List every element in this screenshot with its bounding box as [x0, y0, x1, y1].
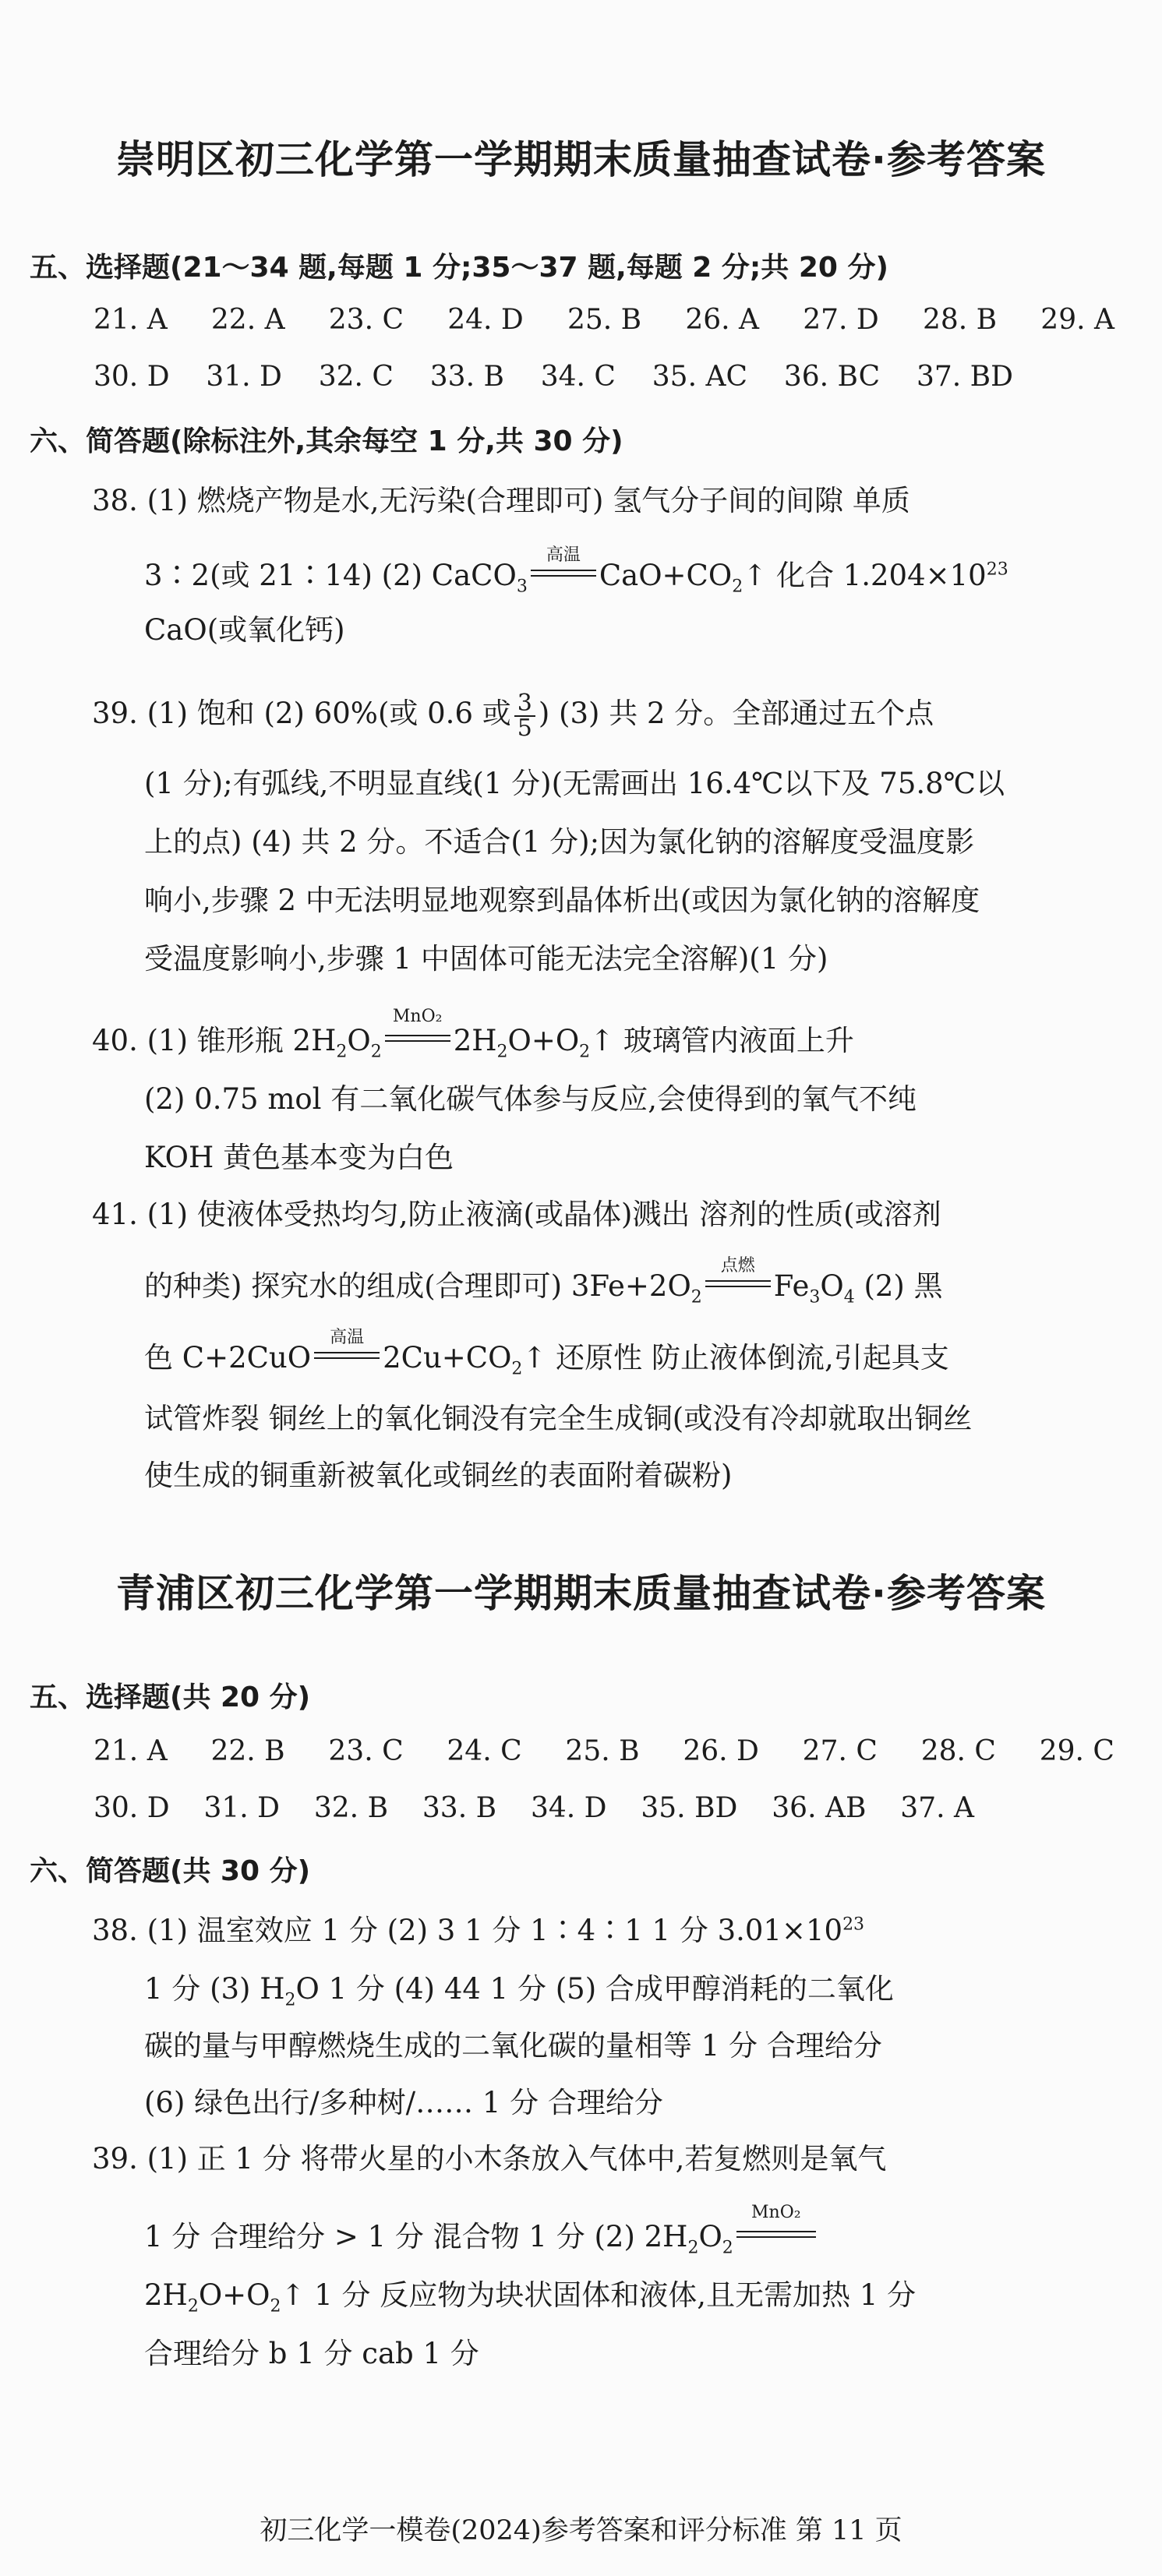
answer-item: 24. D — [447, 304, 524, 336]
answer-item: 34. C — [540, 361, 616, 393]
answer-line: 使生成的铜重新被氧化或铜丝的表面附着碳粉) — [144, 1459, 733, 1492]
answer-item: 35. AC — [652, 361, 748, 393]
answer-line: 合理给分 b 1 分 cab 1 分 — [144, 2337, 479, 2370]
answer-line: 39. (1) 正 1 分 将带火星的小木条放入气体中,若复燃则是氧气 — [92, 2142, 887, 2175]
choice-answers-row — [94, 1735, 1114, 1767]
choice-answers-row — [94, 361, 1013, 393]
answer-line: 响小,步骤 2 中无法明显地观察到晶体析出(或因为氯化钠的溶解度 — [144, 884, 980, 917]
answer-line: 38. (1) 燃烧产物是水,无污染(合理即可) 氢气分子间的间隙 单质 — [92, 484, 910, 517]
answer-line: 1 分 (3) $H_2O$ 1 分 (4) 44 1 分 (5) 合成甲醇消耗的二氧化 — [144, 1972, 894, 2010]
answer-line: 41. (1) 使液体受热均匀,防止液滴(或晶体)溅出 溶剂的性质(或溶剂 — [92, 1198, 941, 1231]
reaction-condition: MnO₂ — [382, 1021, 454, 1052]
answer-item: 30. D — [94, 361, 170, 393]
answer-item: 22. B — [210, 1735, 285, 1767]
answer-line: 的种类) 探究水的组成(合理即可) $3Fe+2O_2$ 点燃 $Fe_3O_4$ (2) 黑 — [144, 1256, 943, 1307]
answer-item: 23. C — [328, 304, 404, 336]
answer-line: 3∶2(或 21∶14) (2) CaCO$_3$ 高温 $CaO+CO_2↑$ 化合 $1.204\times 10^{23}$ — [144, 545, 1008, 597]
reaction-condition: MnO₂ — [733, 2217, 819, 2248]
answer-item: 25. B — [567, 304, 642, 336]
answer-item: 25. B — [565, 1735, 640, 1767]
choice-answers-row — [94, 1792, 974, 1824]
page-footer: 初三化学一模卷(2024)参考答案和评分标准 第 11 页 — [260, 2515, 902, 2546]
answer-line: 1 分 合理给分 > 1 分 混合物 1 分 (2) $2H_2O_2$ MnO₂ — [144, 2213, 819, 2257]
answer-line: (6) 绿色出行/多种树/…… 1 分 合理给分 — [144, 2086, 663, 2119]
answer-item: 33. B — [429, 361, 504, 393]
answer-item: 31. D — [206, 361, 282, 393]
fraction: $\frac{3}{5}$ — [514, 692, 535, 740]
answer-line: CaO(或氧化钙) — [144, 613, 345, 647]
answer-line: 上的点) (4) 共 2 分。不适合(1 分);因为氯化钠的溶解度受温度影 — [144, 825, 975, 859]
answer-line: 受温度影响小,步骤 1 中固体可能无法完全溶解)(1 分) — [144, 942, 828, 976]
answer-item: 33. B — [422, 1792, 497, 1824]
answer-item: 30. D — [94, 1792, 170, 1824]
answer-line: (1 分);有弧线,不明显直线(1 分)(无需画出 16.4℃以下及 75.8℃以 — [144, 767, 1005, 800]
answer-line: 40. (1) 锥形瓶 $2H_2O_2$ MnO₂ $2H_2O+O_2↑$ 玻璃管内液面上升 — [92, 1007, 854, 1062]
answer-item: 37. A — [900, 1792, 974, 1824]
answer-item: 23. C — [328, 1735, 404, 1767]
section-title: 崇明区初三化学第一学期期末质量抽查试卷·参考答案 — [116, 137, 1046, 182]
short-answer-header: 六、简答题(共 30 分) — [30, 1855, 311, 1887]
answer-item: 34. D — [530, 1792, 607, 1824]
reaction-condition: 点燃 — [702, 1266, 774, 1297]
answer-item: 37. BD — [916, 361, 1013, 393]
answer-item: 36. AB — [772, 1792, 867, 1824]
answer-line: KOH 黄色基本变为白色 — [144, 1141, 454, 1174]
answer-item: 22. A — [210, 304, 285, 336]
answer-line: 色 C+2CuO 高温 $2Cu+CO_2↑$ 还原性 防止液体倒流,引起具支 — [144, 1328, 949, 1379]
answer-item: 28. C — [920, 1735, 996, 1767]
answer-item: 21. A — [94, 304, 168, 336]
answer-item: 26. D — [683, 1735, 759, 1767]
answer-item: 35. BD — [641, 1792, 738, 1824]
answer-item: 28. B — [922, 304, 998, 336]
answer-item: 29. A — [1040, 304, 1114, 336]
answer-line: 39. (1) 饱和 (2) 60%(或 0.6 或 $\frac{3}{5}$ ) (3) 共 2 分。全部通过五个点 — [92, 689, 934, 742]
answer-item: 27. C — [802, 1735, 878, 1767]
answer-line: (2) 0.75 mol 有二氧化碳气体参与反应,会使得到的氧气不纯 — [144, 1082, 917, 1116]
answer-item: 36. BC — [783, 361, 881, 393]
answer-item: 26. A — [685, 304, 760, 336]
choice-header: 五、选择题(21～34 题,每题 1 分;35～37 题,每题 2 分;共 20 分) — [30, 252, 888, 284]
answer-line: 试管炸裂 铜丝上的氧化铜没有完全生成铜(或没有冷却就取出铜丝 — [144, 1402, 973, 1435]
reaction-condition: 高温 — [311, 1338, 383, 1369]
answer-line: 38. (1) 温室效应 1 分 (2) 3 1 分 1∶4∶1 1 分 $3.01\times 10^{23}$ — [92, 1914, 865, 1947]
section-title: 青浦区初三化学第一学期期末质量抽查试卷·参考答案 — [116, 1571, 1046, 1616]
choice-header: 五、选择题(共 20 分) — [30, 1681, 311, 1713]
short-answer-header: 六、简答题(除标注外,其余每空 1 分,共 30 分) — [30, 425, 623, 457]
answer-item: 32. B — [313, 1792, 389, 1824]
answer-item: 24. C — [447, 1735, 522, 1767]
answer-item: 27. D — [803, 304, 879, 336]
choice-answers-row — [94, 304, 1114, 336]
answer-item: 31. D — [203, 1792, 280, 1824]
answer-line: $2H_2O+O_2↑$ 1 分 反应物为块状固体和液体,且无需加热 1 分 — [144, 2278, 917, 2317]
answer-item: 29. C — [1039, 1735, 1114, 1767]
answer-item: 21. A — [94, 1735, 168, 1767]
reaction-condition: 高温 — [528, 556, 599, 587]
answer-line: 碳的量与甲醇燃烧生成的二氧化碳的量相等 1 分 合理给分 — [144, 2029, 882, 2063]
answer-item: 32. C — [318, 361, 394, 393]
